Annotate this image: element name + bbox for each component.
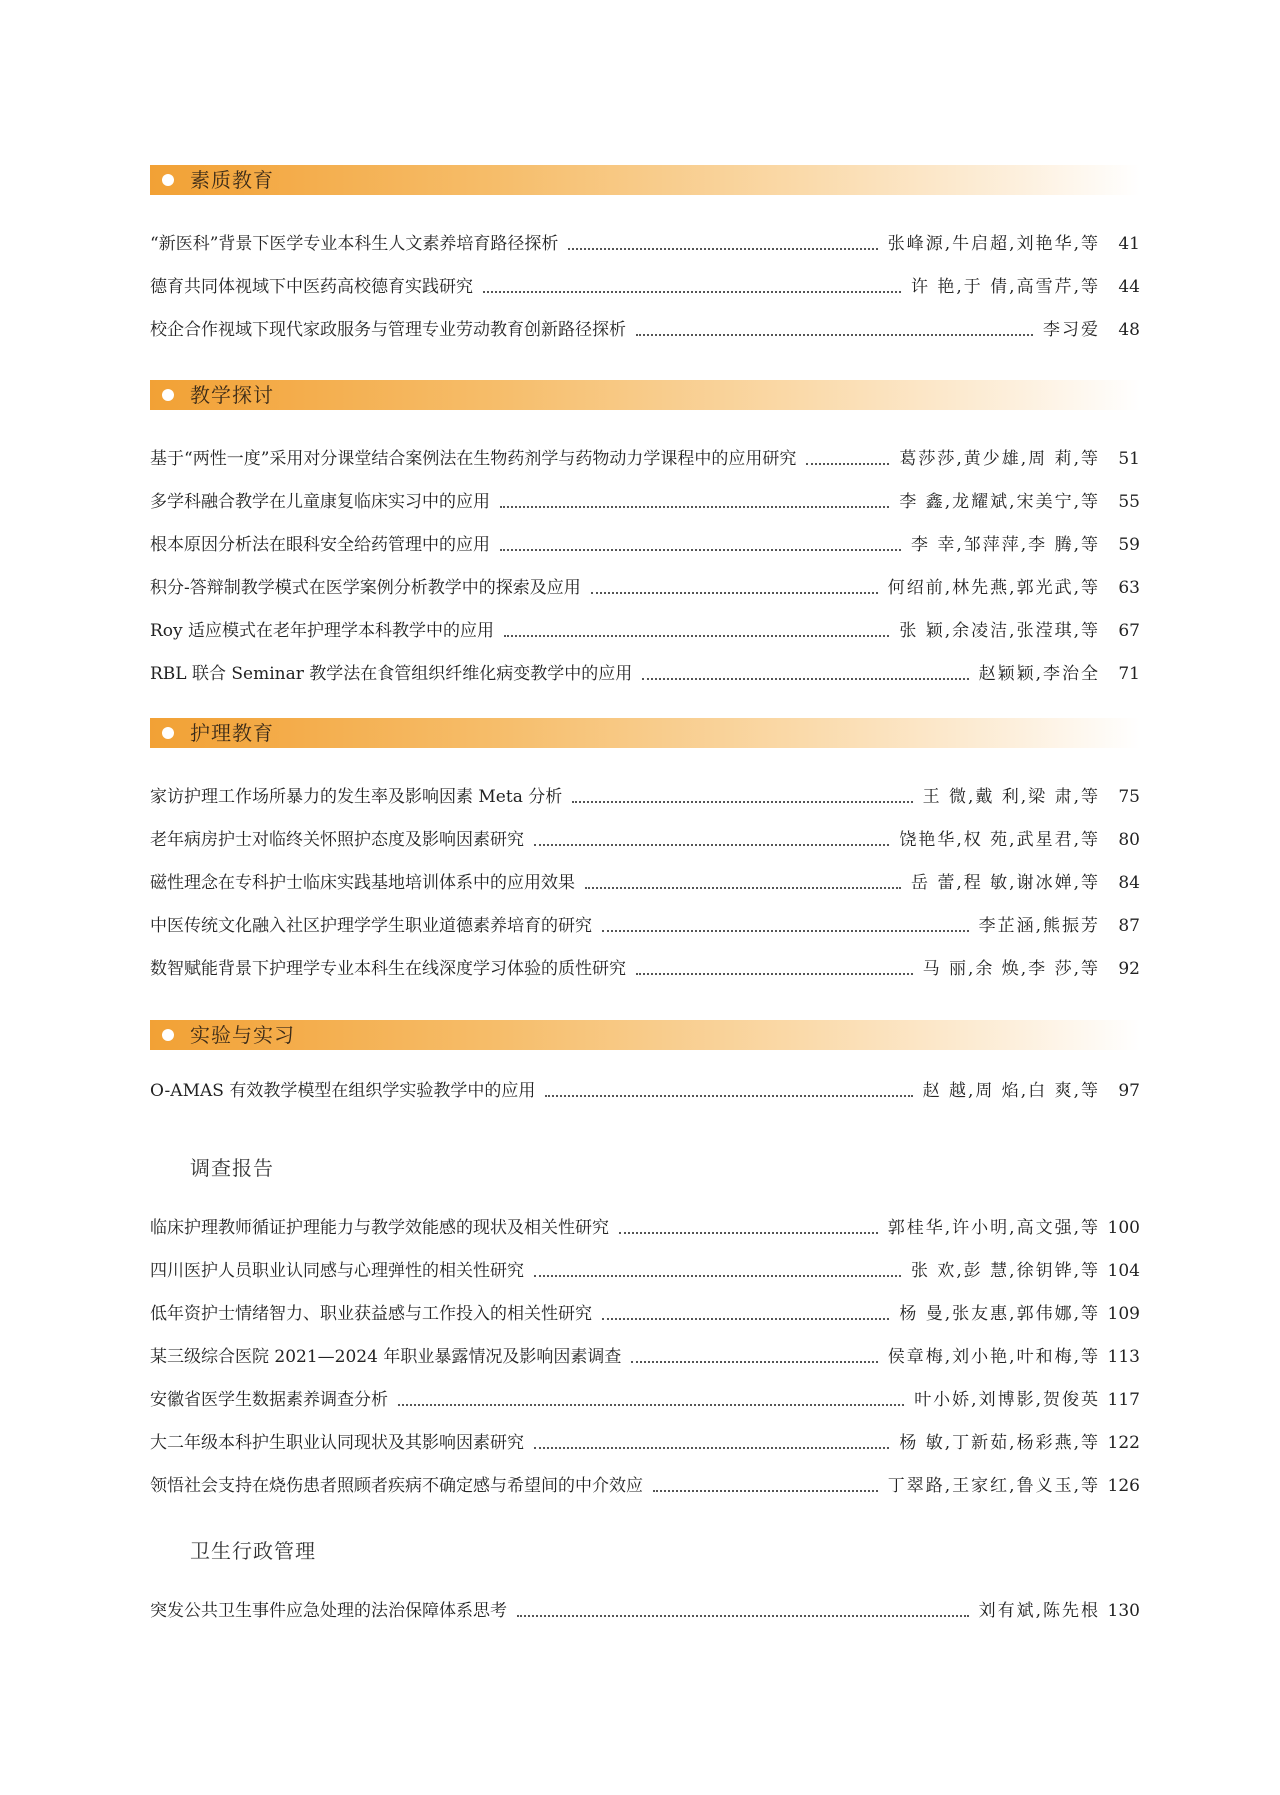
entry-page: 44 <box>1118 277 1140 297</box>
entry-page: 59 <box>1118 535 1140 555</box>
entry-page: 80 <box>1118 830 1140 850</box>
entry-page: 97 <box>1118 1081 1140 1101</box>
entry-title: 突发公共卫生事件应急处理的法治保障体系思考 <box>150 1601 507 1621</box>
dot-leader <box>585 886 901 889</box>
entry-authors: 赵 越,周 焰,白 爽,等 <box>922 1081 1100 1101</box>
dot-leader <box>500 548 901 551</box>
section-title: 调查报告 <box>190 1156 274 1180</box>
dot-leader <box>631 1360 877 1363</box>
dot-leader <box>545 1094 912 1097</box>
entry-authors: 李习爱 <box>1043 320 1100 340</box>
toc-entry[interactable] <box>150 524 1140 567</box>
toc-entry[interactable] <box>150 610 1140 653</box>
section-header-band <box>150 380 1140 410</box>
entry-page: 63 <box>1118 578 1140 598</box>
entry-page: 75 <box>1118 787 1140 807</box>
entry-title: 基于“两性一度”采用对分课堂结合案例法在生物药剂学与药物动力学课程中的应用研究 <box>150 449 797 469</box>
entry-title: 德育共同体视域下中医药高校德育实践研究 <box>150 277 473 297</box>
entry-page: 84 <box>1118 873 1140 893</box>
dot-leader <box>572 800 912 803</box>
toc-entry[interactable] <box>150 819 1140 862</box>
entry-title: 磁性理念在专科护士临床实践基地培训体系中的应用效果 <box>150 873 575 893</box>
entry-authors: 丁翠路,王家红,鲁义玉,等 <box>887 1476 1100 1496</box>
entry-authors: 张 欢,彭 慧,徐钥铧,等 <box>910 1261 1100 1281</box>
entry-page: 67 <box>1118 621 1140 641</box>
dot-leader <box>483 290 901 293</box>
section-header-band <box>150 1020 1140 1050</box>
toc-entry[interactable] <box>150 223 1140 266</box>
section-teaching-discussion <box>150 380 1140 696</box>
toc-entry[interactable] <box>150 653 1140 696</box>
entry-page: 55 <box>1118 492 1140 512</box>
entry-title: RBL 联合 Seminar 教学法在食管组织纤维化病变教学中的应用 <box>150 664 633 684</box>
entry-authors: 赵颖颖,李治全 <box>978 664 1100 684</box>
toc-entry[interactable] <box>150 776 1140 819</box>
section-header-band <box>150 718 1140 748</box>
toc-entry[interactable] <box>150 1590 1140 1633</box>
toc-entry[interactable] <box>150 1336 1140 1379</box>
entry-authors: 李 鑫,龙耀斌,宋美宁,等 <box>899 492 1100 512</box>
entry-authors: 杨 敏,丁新茹,杨彩燕,等 <box>899 1433 1100 1453</box>
entry-title: 校企合作视域下现代家政服务与管理专业劳动教育创新路径探析 <box>150 320 626 340</box>
entry-title: 低年资护士情绪智力、职业获益感与工作投入的相关性研究 <box>150 1304 592 1324</box>
entry-title: 大二年级本科护生职业认同现状及其影响因素研究 <box>150 1433 524 1453</box>
dot-leader <box>500 505 889 508</box>
dot-leader <box>636 972 913 975</box>
entry-authors: 张 颖,余凌洁,张滢琪,等 <box>899 621 1100 641</box>
entry-title: 临床护理教师循证护理能力与教学效能感的现状及相关性研究 <box>150 1218 609 1238</box>
entry-authors: 许 艳,于 倩,高雪芹,等 <box>910 277 1100 297</box>
entry-title: 家访护理工作场所暴力的发生率及影响因素 Meta 分析 <box>150 787 563 807</box>
entry-page: 48 <box>1118 320 1140 340</box>
section-title: 实验与实习 <box>190 1023 295 1047</box>
entry-title: 安徽省医学生数据素养调查分析 <box>150 1390 388 1410</box>
entry-page: 92 <box>1118 959 1140 979</box>
dot-leader <box>568 247 877 250</box>
entry-page: 104 <box>1107 1261 1140 1281</box>
bullet-dot-icon <box>162 389 174 401</box>
entry-authors: 葛莎莎,黄少雄,周 莉,等 <box>899 449 1100 469</box>
dot-leader <box>504 634 889 637</box>
section-title: 素质教育 <box>190 168 274 192</box>
dot-leader <box>602 929 969 932</box>
entry-page: 100 <box>1107 1218 1140 1238</box>
entry-title: 领悟社会支持在烧伤患者照顾者疾病不确定感与希望间的中介效应 <box>150 1476 643 1496</box>
section-quality-education <box>150 165 1140 352</box>
entry-title: 某三级综合医院 2021—2024 年职业暴露情况及影响因素调查 <box>150 1347 622 1367</box>
entry-page: 71 <box>1118 664 1140 684</box>
dot-leader <box>534 1446 889 1449</box>
entry-title: 根本原因分析法在眼科安全给药管理中的应用 <box>150 535 490 555</box>
entry-page: 122 <box>1107 1433 1140 1453</box>
section-experiment-internship <box>150 1020 1140 1113</box>
section-survey-report <box>150 1153 1140 1508</box>
toc-entry[interactable] <box>150 481 1140 524</box>
entry-authors: 郭桂华,许小明,高文强,等 <box>887 1218 1100 1238</box>
bullet-dot-icon <box>162 727 174 739</box>
entry-authors: 李 幸,邹萍萍,李 腾,等 <box>910 535 1100 555</box>
dot-leader <box>806 462 889 465</box>
entry-title: Roy 适应模式在老年护理学本科教学中的应用 <box>150 621 495 641</box>
entry-authors: 岳 蕾,程 敏,谢冰婵,等 <box>910 873 1100 893</box>
dot-leader <box>398 1403 904 1406</box>
dot-leader <box>642 677 968 680</box>
section-header-band <box>150 165 1140 195</box>
entry-page: 117 <box>1107 1390 1140 1410</box>
toc-entry[interactable] <box>150 948 1140 991</box>
entry-title: 数智赋能背景下护理学专业本科生在线深度学习体验的质性研究 <box>150 959 626 979</box>
entry-authors: 王 微,戴 利,梁 肃,等 <box>922 787 1100 807</box>
entry-authors: 李芷涵,熊振芳 <box>978 916 1100 936</box>
entry-title: “新医科”背景下医学专业本科生人文素养培育路径探析 <box>150 234 559 254</box>
entry-title: 多学科融合教学在儿童康复临床实习中的应用 <box>150 492 490 512</box>
toc-entry[interactable] <box>150 1250 1140 1293</box>
toc-entry[interactable] <box>150 1070 1140 1113</box>
entry-page: 113 <box>1107 1347 1140 1367</box>
entry-authors: 何绍前,林先燕,郭光武,等 <box>887 578 1100 598</box>
entry-authors: 刘有斌,陈先根 <box>978 1601 1100 1621</box>
section-title: 卫生行政管理 <box>190 1539 316 1563</box>
entry-authors: 张峰源,牛启超,刘艳华,等 <box>887 234 1100 254</box>
entry-authors: 叶小娇,刘博影,贺俊英 <box>914 1390 1100 1410</box>
dot-leader <box>534 1274 901 1277</box>
dot-leader <box>653 1489 878 1492</box>
section-nursing-education <box>150 718 1140 991</box>
entry-authors: 杨 曼,张友惠,郭伟娜,等 <box>899 1304 1100 1324</box>
entry-page: 126 <box>1107 1476 1140 1496</box>
dot-leader <box>636 333 1033 336</box>
dot-leader <box>602 1317 889 1320</box>
entry-title: O-AMAS 有效教学模型在组织学实验教学中的应用 <box>150 1081 536 1101</box>
toc-entry[interactable] <box>150 438 1140 481</box>
toc-entry[interactable] <box>150 1422 1140 1465</box>
entry-authors: 侯章梅,刘小艳,叶和梅,等 <box>887 1347 1100 1367</box>
toc-entry[interactable] <box>150 266 1140 309</box>
entry-title: 积分-答辩制教学模式在医学案例分析教学中的探索及应用 <box>150 578 581 598</box>
bullet-dot-icon <box>162 174 174 186</box>
entry-authors: 马 丽,余 焕,李 莎,等 <box>922 959 1100 979</box>
toc-entry[interactable] <box>150 905 1140 948</box>
entry-page: 41 <box>1118 234 1140 254</box>
toc-entry[interactable] <box>150 1207 1140 1250</box>
section-title: 护理教育 <box>190 721 274 745</box>
section-health-administration <box>150 1536 1140 1633</box>
section-title: 教学探讨 <box>190 383 274 407</box>
dot-leader <box>517 1614 969 1617</box>
bullet-dot-icon <box>162 1029 174 1041</box>
toc-entry[interactable] <box>150 862 1140 905</box>
toc-entry[interactable] <box>150 1293 1140 1336</box>
entry-page: 130 <box>1107 1601 1140 1621</box>
entry-authors: 饶艳华,权 苑,武星君,等 <box>899 830 1100 850</box>
toc-entry[interactable] <box>150 1379 1140 1422</box>
toc-entry[interactable] <box>150 567 1140 610</box>
entry-title: 中医传统文化融入社区护理学学生职业道德素养培育的研究 <box>150 916 592 936</box>
entry-page: 51 <box>1118 449 1140 469</box>
toc-entry[interactable] <box>150 1465 1140 1508</box>
entry-title: 老年病房护士对临终关怀照护态度及影响因素研究 <box>150 830 524 850</box>
toc-entry[interactable] <box>150 309 1140 352</box>
entry-title: 四川医护人员职业认同感与心理弹性的相关性研究 <box>150 1261 524 1281</box>
entry-page: 87 <box>1118 916 1140 936</box>
dot-leader <box>619 1231 878 1234</box>
dot-leader <box>534 843 889 846</box>
entry-page: 109 <box>1107 1304 1140 1324</box>
dot-leader <box>591 591 878 594</box>
